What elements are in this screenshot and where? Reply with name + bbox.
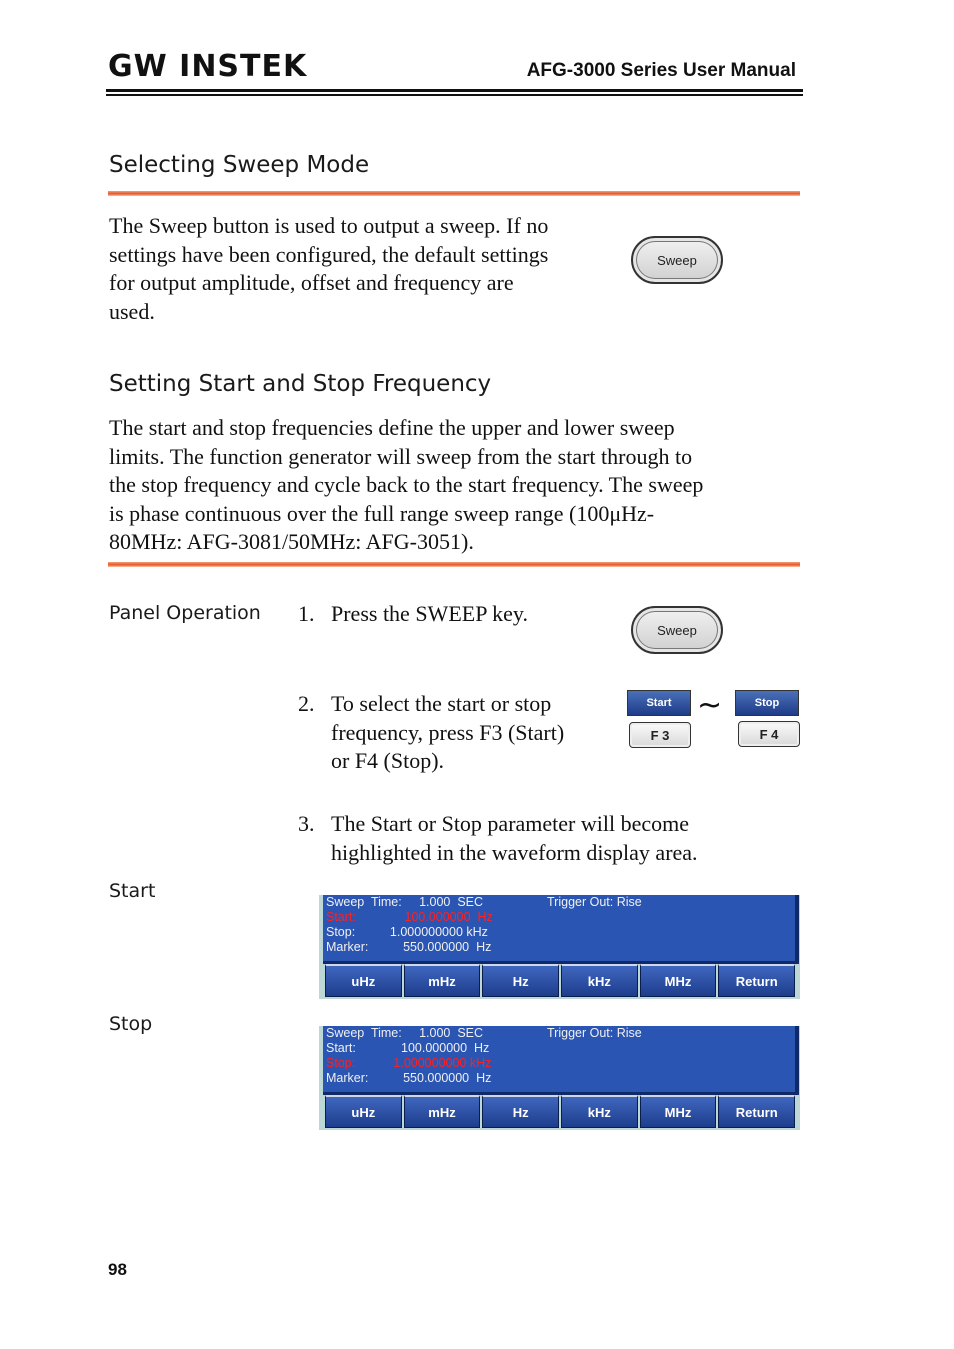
range-tilde: ~: [697, 688, 723, 723]
display-row-marker: Marker: 550.000000 Hz: [326, 1071, 492, 1085]
paragraph-line: The start and stop frequencies define the upper and lower sweep: [109, 415, 675, 440]
start-stop-paragraph: [109, 414, 799, 557]
softkey-mhz-milli: mHz: [404, 1095, 481, 1128]
sweep-key-illustration: Sweep: [631, 606, 723, 654]
display-row-start: Start: 100.000000 Hz: [326, 1041, 490, 1055]
start-screen-label: Start: [109, 880, 156, 902]
step-1-number: 1.: [298, 601, 315, 626]
step-line: To select the start or stop: [331, 691, 552, 716]
softkey-hz: Hz: [482, 964, 559, 997]
softkey-return: Return: [718, 964, 795, 997]
display-screenshot-stop: [319, 1026, 800, 1130]
sweep-button-illustration: Sweep: [631, 236, 723, 284]
display-screenshot-start: [319, 895, 800, 999]
step-2-text: [331, 690, 611, 776]
display-row-sweep-time: Sweep Time: 1.000 SEC: [326, 895, 484, 909]
display-trigger-out: Trigger Out: Rise: [547, 1026, 642, 1040]
display-row-stop-highlighted: Stop: 1.000000000 kHz: [326, 1056, 492, 1070]
display-row-marker: Marker: 550.000000 Hz: [326, 940, 492, 954]
header-rule-thin: [106, 94, 803, 96]
paragraph-line: The Sweep button is used to output a sweep. If no: [109, 213, 549, 238]
display-panel: [323, 895, 799, 964]
step-line: highlighted in the waveform display area.: [331, 839, 698, 865]
paragraph-line: 80MHz: AFG-3081/50MHz: AFG-3051).: [109, 529, 474, 554]
step-line: frequency, press F3 (Start): [331, 719, 565, 745]
display-softkey-bar: [325, 1095, 795, 1128]
section-divider: [108, 562, 800, 567]
panel-operation-label: Panel Operation: [109, 602, 261, 624]
step-1-text: Press the SWEEP key.: [331, 601, 528, 626]
stop-screen-label: Stop: [109, 1013, 153, 1035]
paragraph-line: for output amplitude, offset and frequency are: [109, 270, 514, 295]
display-panel: [323, 1026, 799, 1095]
softkey-mhz-milli: mHz: [404, 964, 481, 997]
paragraph-line: limits. The function generator will sweep from the start through to: [109, 443, 693, 469]
start-softkey-illustration: Start: [627, 690, 691, 716]
softkey-khz: kHz: [561, 964, 638, 997]
paragraph-line: the stop frequency and cycle back to the start frequency. The sweep: [109, 472, 704, 497]
brand-logo: GW INSTEK: [108, 49, 308, 84]
step-3-number: 3.: [298, 811, 315, 836]
step-line: The Start or Stop parameter will become: [331, 811, 689, 836]
paragraph-line: is phase continuous over the full range sweep range (100μHz-: [109, 500, 655, 526]
step-2-number: 2.: [298, 691, 315, 716]
display-trigger-out: Trigger Out: Rise: [547, 895, 642, 909]
display-softkey-bar: [325, 964, 795, 997]
display-row-sweep-time: Sweep Time: 1.000 SEC: [326, 1026, 484, 1040]
softkey-uhz: uHz: [325, 964, 402, 997]
sweep-mode-paragraph: [109, 212, 619, 326]
step-3-text: [331, 810, 801, 867]
section-heading-sweep-mode: Selecting Sweep Mode: [109, 152, 370, 178]
section-heading-start-stop: Setting Start and Stop Frequency: [109, 371, 492, 397]
paragraph-line: settings have been configured, the default settings: [109, 241, 549, 267]
header-rule: [106, 89, 803, 92]
page-number: 98: [108, 1260, 127, 1279]
manual-title: AFG-3000 Series User Manual: [526, 60, 796, 81]
display-row-start-highlighted: Start: 100.000000 Hz: [326, 910, 493, 924]
section-divider: [108, 191, 800, 196]
softkey-uhz: uHz: [325, 1095, 402, 1128]
softkey-mhz-mega: MHz: [640, 1095, 717, 1128]
softkey-khz: kHz: [561, 1095, 638, 1128]
stop-softkey-illustration: Stop: [735, 690, 799, 716]
softkey-mhz-mega: MHz: [640, 964, 717, 997]
paragraph-line: used.: [109, 298, 155, 324]
display-row-stop: Stop: 1.000000000 kHz: [326, 925, 488, 939]
softkey-hz: Hz: [482, 1095, 559, 1128]
softkey-return: Return: [718, 1095, 795, 1128]
f4-key-illustration: F 4: [738, 721, 800, 747]
f3-key-illustration: F 3: [629, 722, 691, 748]
step-line: or F4 (Stop).: [331, 748, 445, 773]
